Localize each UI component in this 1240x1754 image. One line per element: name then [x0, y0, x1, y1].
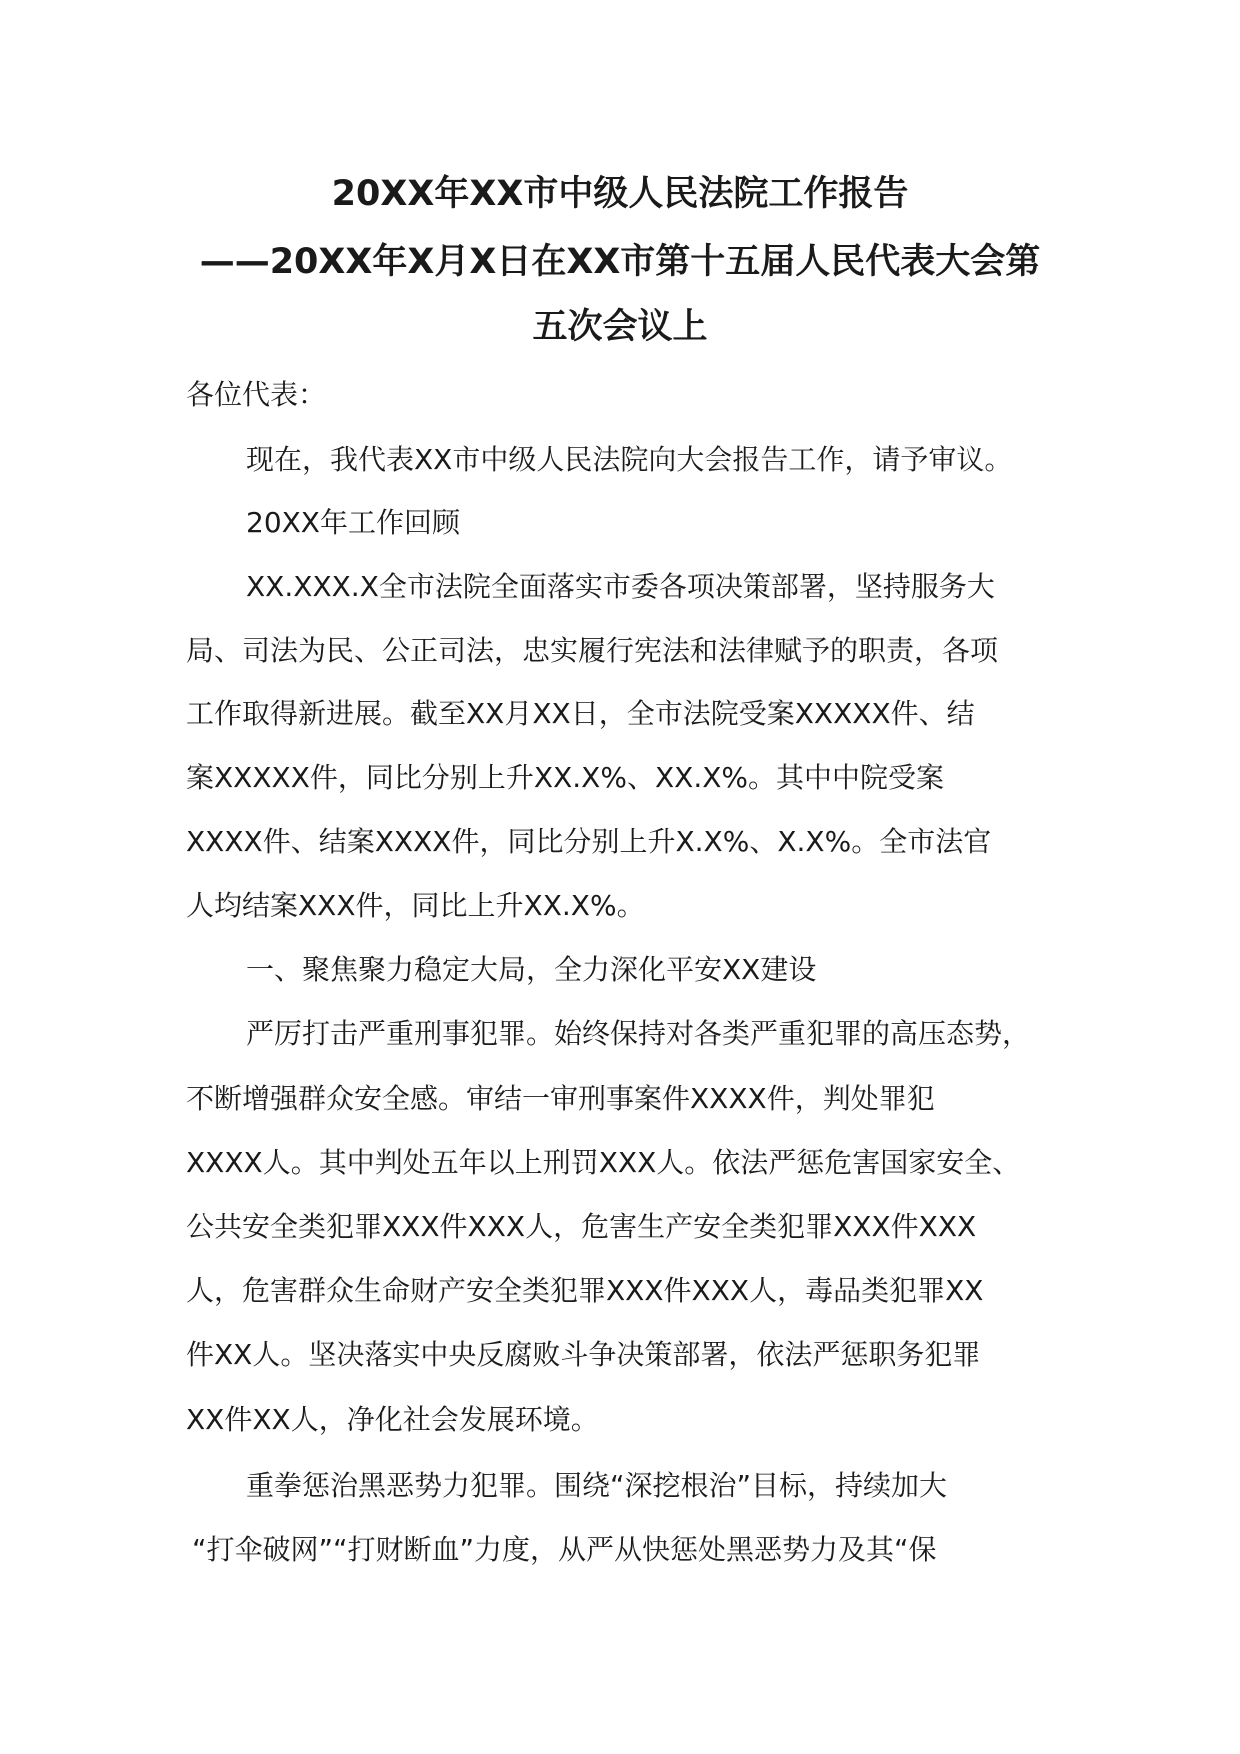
section-heading: 一、聚焦聚力稳定大局，全力深化平安XX建设	[246, 953, 817, 986]
body-line: XXXX件、结案XXXX件，同比分别上升X.X%、X.X%。全市法官	[186, 825, 992, 858]
body-line: 公共安全类犯罪XXX件XXX人，危害生产安全类犯罪XXX件XXX	[186, 1210, 977, 1243]
body-line: 工作取得新进展。截至XX月XX日，全市法院受案XXXXX件、结	[186, 697, 975, 730]
body-line: 人均结案XXX件，同比上升XX.X%。	[186, 889, 645, 922]
document-title-line-1: 20XX年XX市中级人民法院工作报告	[331, 174, 909, 214]
body-line: XX件XX人，净化社会发展环境。	[186, 1403, 599, 1436]
body-line: XXXX人。其中判处五年以上刑罚XXX人。依法严惩危害国家安全、	[186, 1146, 1021, 1179]
body-line: XX.XXX.X全市法院全面落实市委各项决策部署，坚持服务大	[246, 570, 995, 603]
body-line: 人，危害群众生命财产安全类犯罪XXX件XXX人，毒品类犯罪XX	[186, 1274, 984, 1307]
body-line: 严厉打击严重刑事犯罪。始终保持对各类严重犯罪的高压态势，	[246, 1017, 1031, 1050]
document-title-line-3: 五次会议上	[532, 307, 708, 347]
body-line: 不断增强群众安全感。审结一审刑事案件XXXX件，判处罪犯	[186, 1082, 935, 1115]
section-heading: 20XX年工作回顾	[246, 506, 460, 539]
salutation: 各位代表：	[186, 378, 327, 411]
body-line: 重拳惩治黑恶势力犯罪。围绕“深挖根治”目标，持续加大	[246, 1469, 948, 1502]
body-line: 件XX人。坚决落实中央反腐败斗争决策部署，依法严惩职务犯罪	[186, 1338, 981, 1371]
body-line: 局、司法为民、公正司法，忠实履行宪法和法律赋予的职责，各项	[186, 634, 999, 667]
document-title-line-2: ——20XX年X月X日在XX市第十五届人民代表大会第	[199, 242, 1041, 282]
body-line: “打伞破网”“打财断血”力度，从严从快惩处黑恶势力及其“保	[192, 1533, 937, 1566]
body-line: 案XXXXX件，同比分别上升XX.X%、XX.X%。其中中院受案	[186, 761, 945, 794]
body-line: 现在，我代表XX市中级人民法院向大会报告工作，请予审议。	[246, 443, 1013, 476]
